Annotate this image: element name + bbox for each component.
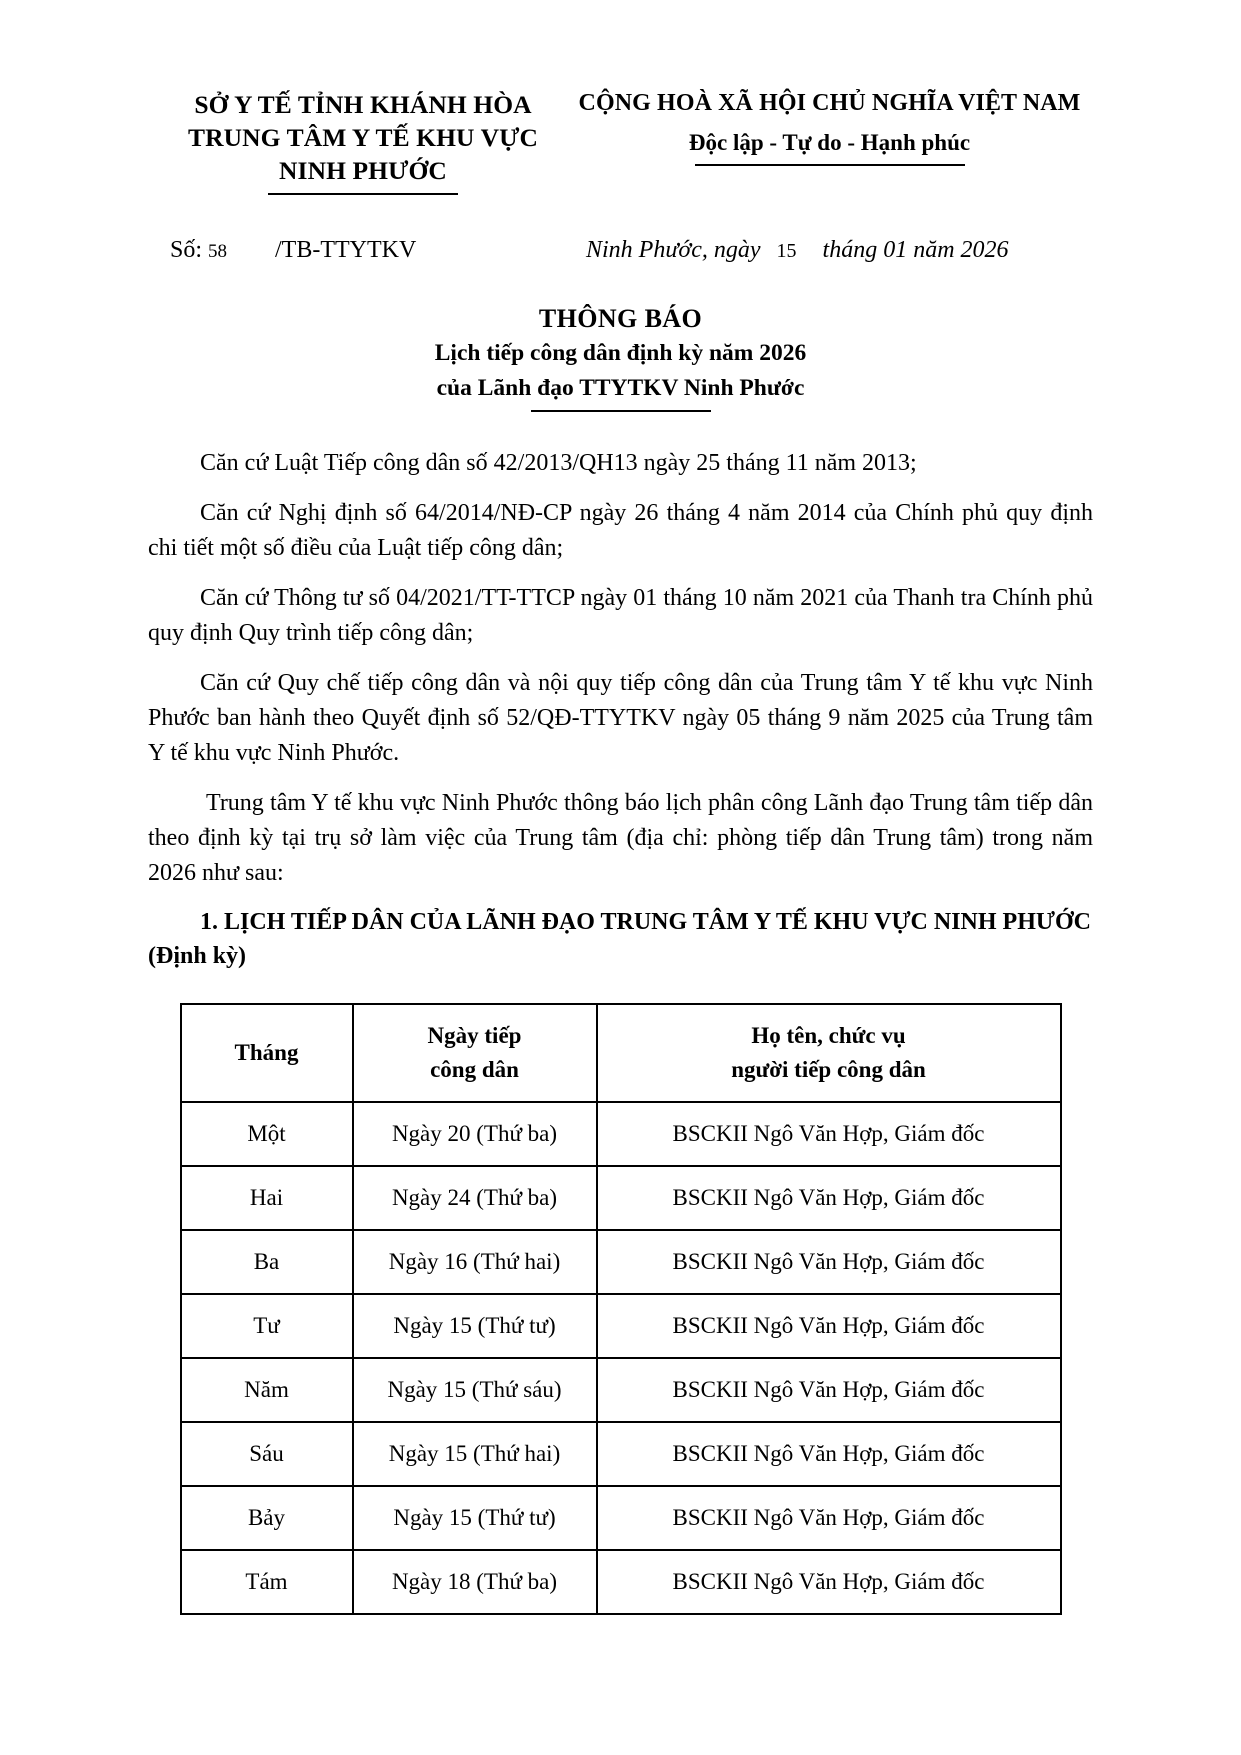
cell-month: Ba <box>181 1230 353 1294</box>
section-heading-1: 1. LỊCH TIẾP DÂN CỦA LÃNH ĐẠO TRUNG TÂM Y TẾ KHU VỰC NINH PHƯỚC (Định kỳ) <box>148 908 1091 969</box>
number-and-date-row <box>148 237 1093 264</box>
table-row <box>181 1550 1061 1614</box>
schedule-table-container <box>148 1003 1093 1615</box>
column-header-month: Tháng <box>181 1004 353 1102</box>
document-title-block <box>148 304 1093 411</box>
legal-basis-paragraph-2: Căn cứ Nghị định số 64/2014/NĐ-CP ngày 26 tháng 4 năm 2014 của Chính phủ quy định chi tiết một số điều của Luật tiếp công dân; <box>148 499 1093 561</box>
authority-line-2: TRUNG TÂM Y TẾ KHU VỰC <box>187 123 539 153</box>
column-header-date-line-2: công dân <box>430 1057 519 1083</box>
cell-person: BSCKII Ngô Văn Hợp, Giám đốc <box>597 1230 1061 1294</box>
cell-month: Một <box>181 1102 353 1166</box>
schedule-table <box>180 1003 1062 1615</box>
document-type-title: THÔNG BÁO <box>538 304 703 334</box>
date-day: 15 <box>776 240 797 263</box>
cell-month: Năm <box>181 1358 353 1422</box>
announcement-paragraph: Trung tâm Y tế khu vực Ninh Phước thông báo lịch phân công Lãnh đạo Trung tâm tiếp dân theo định kỳ tại trụ sở làm việc của Trung tâm (địa chỉ: phòng tiếp dân Trung tâm) trong năm 2026 như sau: <box>148 789 1093 886</box>
national-motto: Độc lập - Tự do - Hạnh phúc <box>688 130 971 156</box>
table-row <box>181 1294 1061 1358</box>
cell-person: BSCKII Ngô Văn Hợp, Giám đốc <box>597 1294 1061 1358</box>
table-header-row <box>181 1004 1061 1102</box>
document-number-suffix: /TB-TTYTKV <box>275 237 417 264</box>
column-header-person <box>597 1004 1061 1102</box>
column-header-date <box>353 1004 597 1102</box>
document-body <box>148 446 1093 974</box>
cell-person: BSCKII Ngô Văn Hợp, Giám đốc <box>597 1422 1061 1486</box>
table-row <box>181 1230 1061 1294</box>
document-number-value: 58 <box>208 241 228 263</box>
cell-person: BSCKII Ngô Văn Hợp, Giám đốc <box>597 1486 1061 1550</box>
cell-month: Tám <box>181 1550 353 1614</box>
country-name: CỘNG HOÀ XÃ HỘI CHỦ NGHĨA VIỆT NAM <box>578 90 1081 116</box>
cell-person: BSCKII Ngô Văn Hợp, Giám đốc <box>597 1358 1061 1422</box>
cell-month: Sáu <box>181 1422 353 1486</box>
motto-underline <box>695 164 965 166</box>
issuing-authority-block <box>148 88 548 195</box>
place-date-prefix: Ninh Phước, ngày <box>586 237 761 264</box>
table-row <box>181 1358 1061 1422</box>
cell-person: BSCKII Ngô Văn Hợp, Giám đốc <box>597 1550 1061 1614</box>
legal-basis-paragraph-1: Căn cứ Luật Tiếp công dân số 42/2013/QH13 ngày 25 tháng 11 năm 2013; <box>200 449 917 476</box>
document-number-label: Số: <box>170 237 203 264</box>
cell-person: BSCKII Ngô Văn Hợp, Giám đốc <box>597 1102 1061 1166</box>
column-header-person-line-1: Họ tên, chức vụ <box>751 1022 906 1048</box>
cell-date: Ngày 15 (Thứ sáu) <box>353 1358 597 1422</box>
cell-date: Ngày 16 (Thứ hai) <box>353 1230 597 1294</box>
national-heading-block <box>548 88 1093 166</box>
table-row <box>181 1102 1061 1166</box>
cell-date: Ngày 15 (Thứ hai) <box>353 1422 597 1486</box>
cell-date: Ngày 15 (Thứ tư) <box>353 1294 597 1358</box>
cell-month: Hai <box>181 1166 353 1230</box>
table-row <box>181 1486 1061 1550</box>
cell-date: Ngày 15 (Thứ tư) <box>353 1486 597 1550</box>
table-row <box>181 1422 1061 1486</box>
title-underline <box>531 410 711 412</box>
document-header <box>148 88 1093 195</box>
authority-line-3: NINH PHƯỚC <box>279 156 447 186</box>
cell-person: BSCKII Ngô Văn Hợp, Giám đốc <box>597 1166 1061 1230</box>
legal-basis-paragraph-4: Căn cứ Quy chế tiếp công dân và nội quy tiếp công dân của Trung tâm Y tế khu vực Ninh Phước ban hành theo Quyết định số 52/QĐ-TTYTKV ngày 05 tháng 9 năm 2025 của Trung tâm Y tế khu vực Ninh Phước. <box>148 669 1093 766</box>
column-header-date-line-1: Ngày tiếp <box>427 1022 522 1048</box>
legal-basis-paragraph-3: Căn cứ Thông tư số 04/2021/TT-TTCP ngày 01 tháng 10 năm 2021 của Thanh tra Chính phủ quy định Quy trình tiếp công dân; <box>148 584 1093 646</box>
date-month-year: tháng 01 năm 2026 <box>822 237 1009 264</box>
schedule-table-body <box>181 1102 1061 1614</box>
authority-line-1: SỞ Y TẾ TỈNH KHÁNH HÒA <box>194 90 532 119</box>
authority-underline <box>268 193 458 195</box>
cell-month: Tư <box>181 1294 353 1358</box>
document-number <box>148 237 548 264</box>
table-row <box>181 1166 1061 1230</box>
cell-date: Ngày 24 (Thứ ba) <box>353 1166 597 1230</box>
place-and-date <box>548 237 1093 264</box>
document-subtitle-line-2: của Lãnh đạo TTYTKV Ninh Phước <box>436 374 805 401</box>
cell-date: Ngày 20 (Thứ ba) <box>353 1102 597 1166</box>
document-subtitle-line-1: Lịch tiếp công dân định kỳ năm 2026 <box>434 340 807 367</box>
column-header-person-line-2: người tiếp công dân <box>731 1057 926 1083</box>
cell-month: Bảy <box>181 1486 353 1550</box>
cell-date: Ngày 18 (Thứ ba) <box>353 1550 597 1614</box>
